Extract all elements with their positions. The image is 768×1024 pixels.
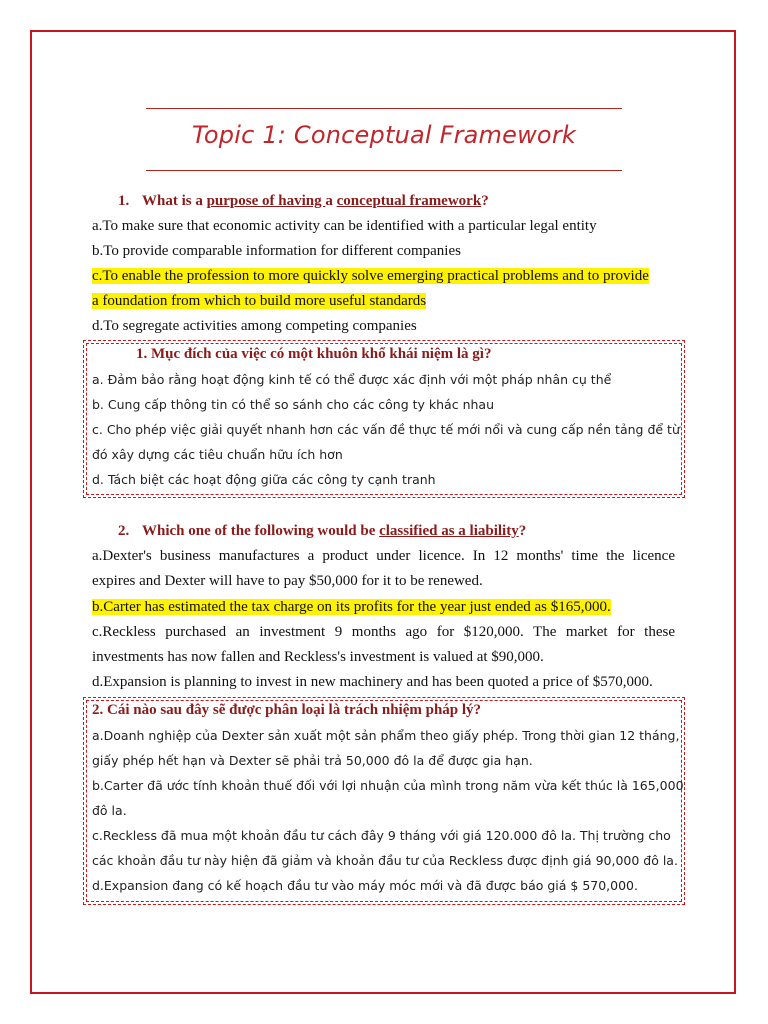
vn2-option-a: a.Doanh nghiệp của Dexter sản xuất một sản phẩm theo giấy phép. Trong thời gian 12 tháng, — [92, 728, 680, 743]
vn1-option-c: c. Cho phép việc giải quyết nhanh hơn các vấn đề thực tế mới nổi và cung cấp nền tảng để từ — [92, 422, 680, 437]
vn1-option-d: d. Tách biệt các hoạt động giữa các công ty cạnh tranh — [92, 472, 436, 487]
question-text: Which one of the following would be — [142, 523, 380, 539]
q1-option-c — [92, 264, 675, 289]
q2-option-a: a.Dexter's business manufactures a product under licence. In 12 months' time the licence — [92, 548, 675, 564]
q2-option-c-cont: investments has now fallen and Reckless's investment is valued at $90,000. — [92, 649, 544, 665]
vn2-option-d: d.Expansion đang có kế hoạch đầu tư vào máy móc mới và đã được báo giá $ 570,000. — [92, 878, 638, 893]
q2-option-b — [92, 595, 675, 620]
answer-highlight: b.Carter has estimated the tax charge on its profits for the year just ended as $165,000. — [92, 599, 611, 615]
vn2-question: 2. Cái nào sau đây sẽ được phân loại là trách nhiệm pháp lý? — [92, 702, 482, 718]
question-underlined: conceptual framework — [336, 193, 482, 209]
vn1-option-b: b. Cung cấp thông tin có thể so sánh cho các công ty khác nhau — [92, 397, 494, 412]
question-text: What is a — [142, 193, 207, 209]
question-number: 1. — [118, 193, 130, 209]
question-underlined: classified as a liability — [379, 523, 519, 539]
question-text: a — [325, 193, 337, 209]
title-rule-top — [146, 108, 622, 109]
question-text: ? — [481, 193, 489, 209]
q2-option-a-cont: expires and Dexter will have to pay $50,000 for it to be renewed. — [92, 573, 483, 589]
answer-highlight: c.To enable the profession to more quickly solve emerging practical problems and to provide — [92, 268, 649, 284]
question-1 — [118, 189, 701, 214]
title-rule-bottom — [146, 170, 622, 171]
vn1-option-c-cont: đó xây dựng các tiêu chuẩn hữu ích hơn — [92, 447, 343, 462]
vn2-option-c: c.Reckless đã mua một khoản đầu tư cách đây 9 tháng với giá 120.000 đô la. Thị trường cho — [92, 828, 671, 843]
question-number: 2. — [118, 523, 130, 539]
q2-option-c: c.Reckless purchased an investment 9 months ago for $120,000. The market for these — [92, 624, 675, 640]
vn2-option-b: b.Carter đã ước tính khoản thuế đối với lợi nhuận của mình trong năm vừa kết thúc là 165,000 — [92, 778, 684, 793]
q1-option-a: a.To make sure that economic activity can be identified with a particular legal entity — [92, 218, 597, 234]
vn2-option-a-cont: giấy phép hết hạn và Dexter sẽ phải trả 50,000 đô la để được gia hạn. — [92, 753, 533, 768]
page-title: Topic 1: Conceptual Framework — [192, 121, 576, 149]
vn1-question: 1. Mục đích của việc có một khuôn khổ khái niệm là gì? — [136, 346, 492, 362]
question-2 — [118, 519, 701, 544]
q1-option-c-cont — [92, 289, 675, 314]
vn2-option-c-cont: các khoản đầu tư này hiện đã giảm và khoản đầu tư của Reckless được định giá 90,000 đô la. — [92, 853, 678, 868]
vn1-option-a: a. Đảm bảo rằng hoạt động kinh tế có thể được xác định với một pháp nhân cụ thể — [92, 372, 612, 387]
q1-option-d: d.To segregate activities among competing companies — [92, 318, 417, 334]
q1-option-b: b.To provide comparable information for different companies — [92, 243, 461, 259]
vn2-option-b-cont: đô la. — [92, 803, 127, 818]
question-text: ? — [518, 523, 527, 539]
answer-highlight: a foundation from which to build more useful standards — [92, 293, 427, 309]
q2-option-d: d.Expansion is planning to invest in new machinery and has been quoted a price of $570,000. — [92, 674, 653, 690]
question-underlined: purpose of having — [206, 193, 326, 209]
